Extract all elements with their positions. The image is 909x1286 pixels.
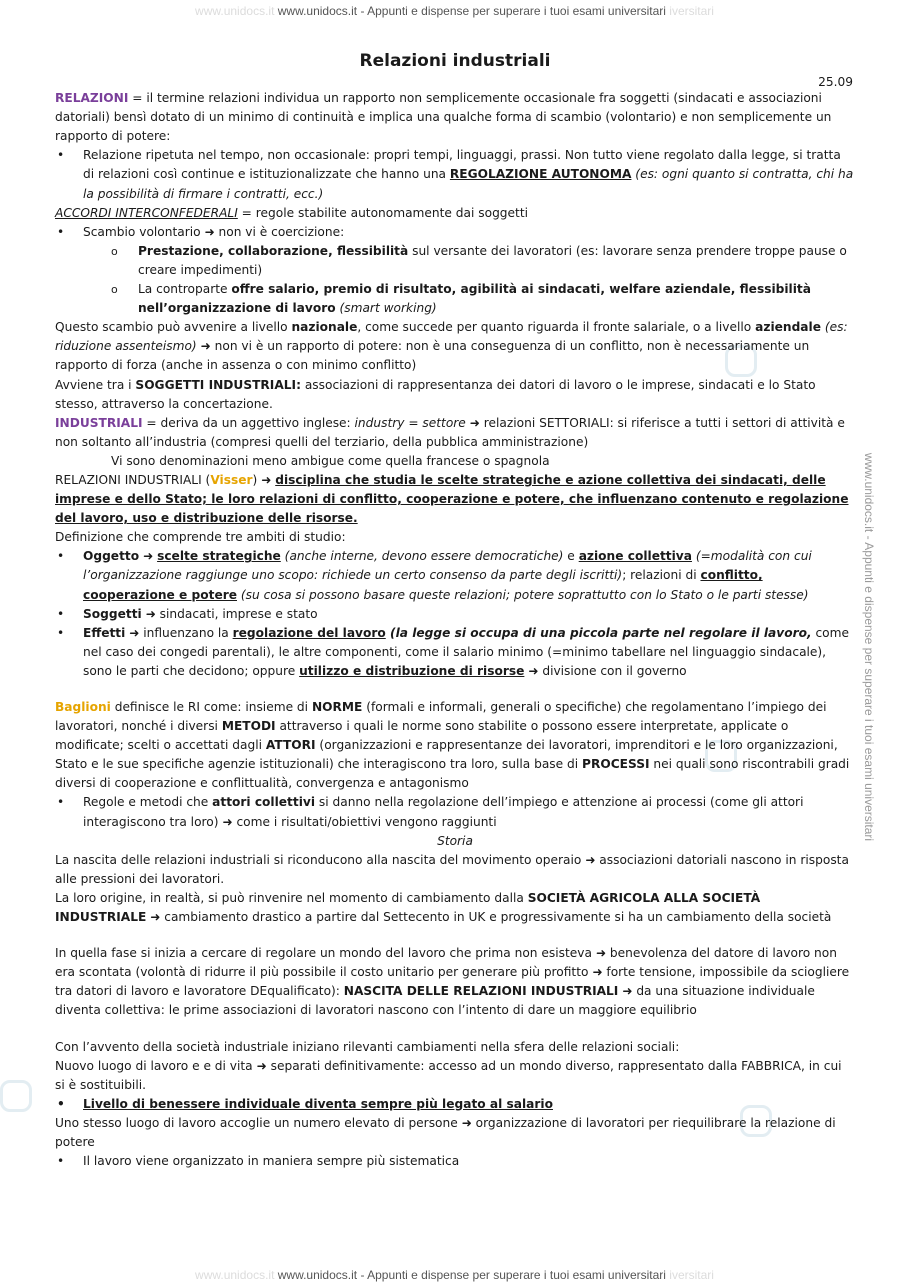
text: attraverso i quali le norme sono stabilite o possono essere interpretate, applicate o modificate; scelti o accettati dagli: [55, 719, 789, 753]
watermark-top: [0, 4, 909, 18]
paragraph-industriali: [55, 414, 855, 452]
bullet-list: [55, 793, 855, 831]
text-strong: attori collettivi: [212, 795, 315, 810]
paragraph-scambio: [55, 318, 855, 375]
text: nei quali sono riscontrabili gradi diversi di cooperazione e conflittualità, convergenza e antagonismo: [55, 757, 850, 791]
text-italic: (=modalità con cui l’organizzazione raggiunge uno scopo: richiede un certo consenso da parte degli iscritti): [83, 549, 812, 583]
list-item: [55, 624, 855, 681]
document-page: [55, 52, 855, 1171]
paragraph-relazioni: [55, 89, 855, 146]
text: = regole stabilite autonomamente dai soggetti: [237, 205, 528, 220]
bullet-list: [55, 223, 855, 318]
keyword-industriali: INDUSTRIALI: [55, 415, 143, 430]
paragraph-visser: [55, 471, 855, 528]
paragraph-stesso-luogo: Uno stesso luogo di lavoro accoglie un numero elevato di persone ➜ organizzazione di lavoratori per riequilibrare la relazione di potere: [55, 1115, 836, 1149]
bullet-list: [55, 1095, 855, 1114]
text: ➜ non vi è un rapporto di potere: non è una conseguenza di un conflitto, non è necessariamente un rapporto di forza (anche in assenza o con minimo conflitto): [55, 339, 810, 373]
list-item: [55, 146, 855, 203]
bullet-list: [55, 146, 855, 203]
watermark-ghost-left: www.unidocs.it: [195, 4, 275, 18]
text-strong: PROCESSI: [582, 757, 650, 772]
watermark-ghost-left: www.unidocs.it: [195, 1268, 275, 1282]
text: In quella fase si inizia a cercare di regolare un mondo del lavoro che prima non esisteva ➜ benevolenza del datore di lavoro non era scontata (volontà di ridurre il più possibile il costo unitario per generare più profitto ➜ forte tensione, impossibile da sciogliere tra datori di lavoro e lavoratore DEqualificato):: [55, 946, 850, 999]
bullet-list: [55, 547, 855, 681]
text-strong: SOCIETÀ AGRICOLA ALLA SOCIETÀ INDUSTRIALE: [55, 890, 761, 925]
sub-list-item: [55, 242, 855, 280]
text: Regole e metodi che: [83, 795, 213, 810]
list-item: • Scambio volontario ➜ non vi è coercizione:: [55, 223, 855, 242]
text-strong: utilizzo e distribuzione di risorse: [299, 663, 525, 678]
document-title: Relazioni industriali: [359, 51, 551, 71]
text: ) ➜: [252, 472, 276, 487]
paragraph-accordi: [55, 204, 855, 223]
text-italic: (anche interne, devono essere democratiche): [280, 549, 564, 564]
text-italic: (su cosa si possono basare queste relazioni; potere soprattutto con lo Stato o le parti stesse): [237, 587, 809, 602]
list-item: • Il lavoro viene organizzato in maniera sempre più sistematica: [55, 1152, 855, 1171]
text: RELAZIONI INDUSTRIALI (: [55, 472, 211, 487]
text-strong: regolazione del lavoro: [232, 625, 386, 640]
text-strong: Oggetto: [83, 549, 140, 564]
text-italic: (es: riduzione assenteismo): [55, 320, 848, 354]
list-item: [55, 605, 855, 624]
text-strong: nazionale: [291, 320, 358, 335]
paragraph-luogo: Nuovo luogo di lavoro e e di vita ➜ separati definitivamente: accesso ad un mondo diverso, rappresentato dalla FABBRICA, in cui si è sostituibili.: [55, 1058, 842, 1092]
author-visser: Visser: [210, 472, 253, 487]
paragraph-avvento: Con l’avvento della società industriale iniziano rilevanti cambiamenti nella sfera delle relazioni sociali:: [55, 1039, 680, 1054]
text: (organizzazioni e rappresentanze dei lavoratori, imprenditori e le loro organizzazioni, Stato e le sue specifiche agenzie istituzionali) che interagiscono tra loro, sulla base di: [55, 738, 838, 772]
text: ➜ da una situazione individuale diventa collettiva: le prime associazioni di lavoratori nascono con l’intento di dare un maggiore equilibrio: [55, 984, 815, 1018]
text-strong: NASCITA DELLE RELAZIONI INDUSTRIALI: [343, 984, 619, 999]
text: = il termine relazioni individua un rapporto non semplicemente occasionale fra soggetti (sindacati e associazioni datoriali) bensì dotato di un minimo di continuità e implica una qualche forma di scambio (volontario) e non semplicemente un rapporto di potere:: [55, 91, 832, 144]
text-strong: Effetti: [83, 625, 126, 640]
text: Relazione ripetuta nel tempo, non occasionale: propri tempi, linguaggi, prassi. Non tutto viene regolato dalla legge, si tratta di relazioni così continue e istituzionalizzate che hanno una: [83, 148, 841, 182]
text-label: ACCORDI INTERCONFEDERALI: [55, 205, 238, 220]
spacer: [55, 681, 855, 698]
text-strong: conflitto, cooperazione e potere: [83, 568, 763, 602]
text: ; relazioni di: [622, 568, 701, 583]
text: e: [563, 549, 579, 564]
sub-list-item: [55, 280, 855, 318]
list-item: [55, 793, 855, 831]
text-strong: Soggetti: [83, 606, 142, 621]
paragraph-soggetti: [55, 376, 855, 414]
text: , come succede per quanto riguarda il fronte salariale, o a livello: [357, 320, 756, 335]
text: sul versante dei lavoratori (es: lavorare senza prendere troppe pause o creare impedimenti): [138, 243, 847, 277]
text-strong: NORME: [311, 700, 363, 714]
text-strong: METODI: [221, 719, 276, 734]
watermark-logo-icon: [0, 1080, 32, 1112]
paragraph-fase: [55, 944, 855, 1020]
paragraph-definizione: Definizione che comprende tre ambiti di studio:: [55, 530, 346, 545]
section-heading-storia: Storia: [437, 833, 473, 848]
text: come nel caso dei congedi parentali), le altre componenti, come il salario minimo (=minimo tabellare nel linguaggio sindacale), sono le parti che decidono; oppure: [83, 625, 850, 678]
spacer: [55, 927, 855, 944]
text-strong: offre salario, premio di risultato, agibilità ai sindacati, welfare aziendale, flessibilità nell’organizzazione di lavoro: [138, 282, 811, 316]
text: = deriva da un aggettivo inglese:: [142, 415, 355, 430]
text-strong: REGOLAZIONE AUTONOMA: [449, 167, 632, 182]
text: ➜ sindacati, imprese e stato: [141, 606, 318, 621]
list-item: • Livello di benessere individuale diventa sempre più legato al salario: [55, 1095, 855, 1114]
keyword-relazioni: RELAZIONI: [55, 91, 129, 106]
text-strong: aziendale: [755, 320, 821, 335]
text: ➜ divisione con il governo: [524, 663, 687, 678]
watermark-bottom: [0, 1268, 909, 1282]
text-strong: Prestazione, collaborazione, flessibilità: [138, 243, 409, 258]
text-strong: scelte strategiche: [157, 549, 281, 564]
author-baglioni: Baglioni: [55, 700, 111, 714]
text: ➜ influenzano la: [125, 625, 233, 640]
watermark-top-text: www.unidocs.it - Appunti e dispense per superare i tuoi esami universitari: [277, 4, 666, 18]
text-italic: (smart working): [335, 301, 437, 316]
text: definisce le RI come: insieme di: [110, 700, 312, 714]
text-strong: azione collettiva: [578, 549, 692, 564]
text-italic: (es: ogni quanto si contratta, chi ha la possibilità di firmare i contratti, ecc.): [83, 167, 854, 201]
text: associazioni di rappresentanza dei datori di lavoro o le imprese, sindacati e lo Stato stesso, attraverso la concertazione.: [55, 377, 816, 411]
text-italic: (la legge si occupa di una piccola parte nel regolare il lavoro,: [385, 625, 812, 640]
text: ➜ cambiamento drastico a partire dal Settecento in UK e progressivamente si ha un cambiamento della società: [146, 910, 832, 925]
paragraph-origine: [55, 889, 855, 927]
watermark-bottom-text: www.unidocs.it - Appunti e dispense per superare i tuoi esami universitari: [277, 1268, 666, 1282]
watermark-ghost-right: iversitari: [669, 4, 714, 18]
text: (formali e informali, generali o specifiche) che regolamentano l’impiego dei lavoratori, nonché i diversi: [55, 700, 827, 734]
document-date: 25.09: [818, 75, 853, 90]
list-item: [55, 547, 855, 604]
text: La loro origine, in realtà, si può rinvenire nel momento di cambiamento dalla: [55, 890, 528, 905]
text-strong: SOGGETTI INDUSTRIALI:: [135, 377, 301, 392]
text: La controparte: [138, 282, 232, 297]
bullet-list: [55, 1152, 855, 1171]
spacer: [55, 1021, 855, 1038]
paragraph-nascita: La nascita delle relazioni industriali si riconducono alla nascita del movimento operaio ➜ associazioni datoriali nascono in risposta alle pressioni dei lavoratori.: [55, 852, 849, 886]
text-strong: ATTORI: [265, 738, 316, 753]
paragraph-baglioni: [55, 698, 855, 793]
watermark-right: www.unidocs.it - Appunti e dispense per superare i tuoi esami universitari: [862, 452, 877, 842]
text: ➜: [139, 549, 158, 564]
paragraph-denominazioni: Vi sono denominazioni meno ambigue come quella francese o spagnola: [111, 453, 550, 468]
text: Questo scambio può avvenire a livello: [55, 320, 292, 335]
text: ➜ relazioni SETTORIALI: si riferisce a tutti i settori di attività e non soltanto all’industria (compresi quelli del terziario, della pubblica amministrazione): [55, 415, 845, 449]
text-strong: disciplina che studia le scelte strategiche e azione collettiva dei sindacati, delle imprese e dello Stato; le loro relazioni di conflitto, cooperazione e potere, che influenzano contenuto e regolazione del lavoro, uso e distribuzione delle risorse.: [55, 472, 849, 526]
text: Avviene tra i: [55, 377, 136, 392]
text-italic: industry = settore: [354, 415, 466, 430]
text: si danno nella regolazione dell’impiego e attenzione ai processi (come gli attori interagiscono tra loro) ➜ come i risultati/obiettivi vengono raggiunti: [83, 795, 804, 829]
watermark-ghost-right: iversitari: [669, 1268, 714, 1282]
